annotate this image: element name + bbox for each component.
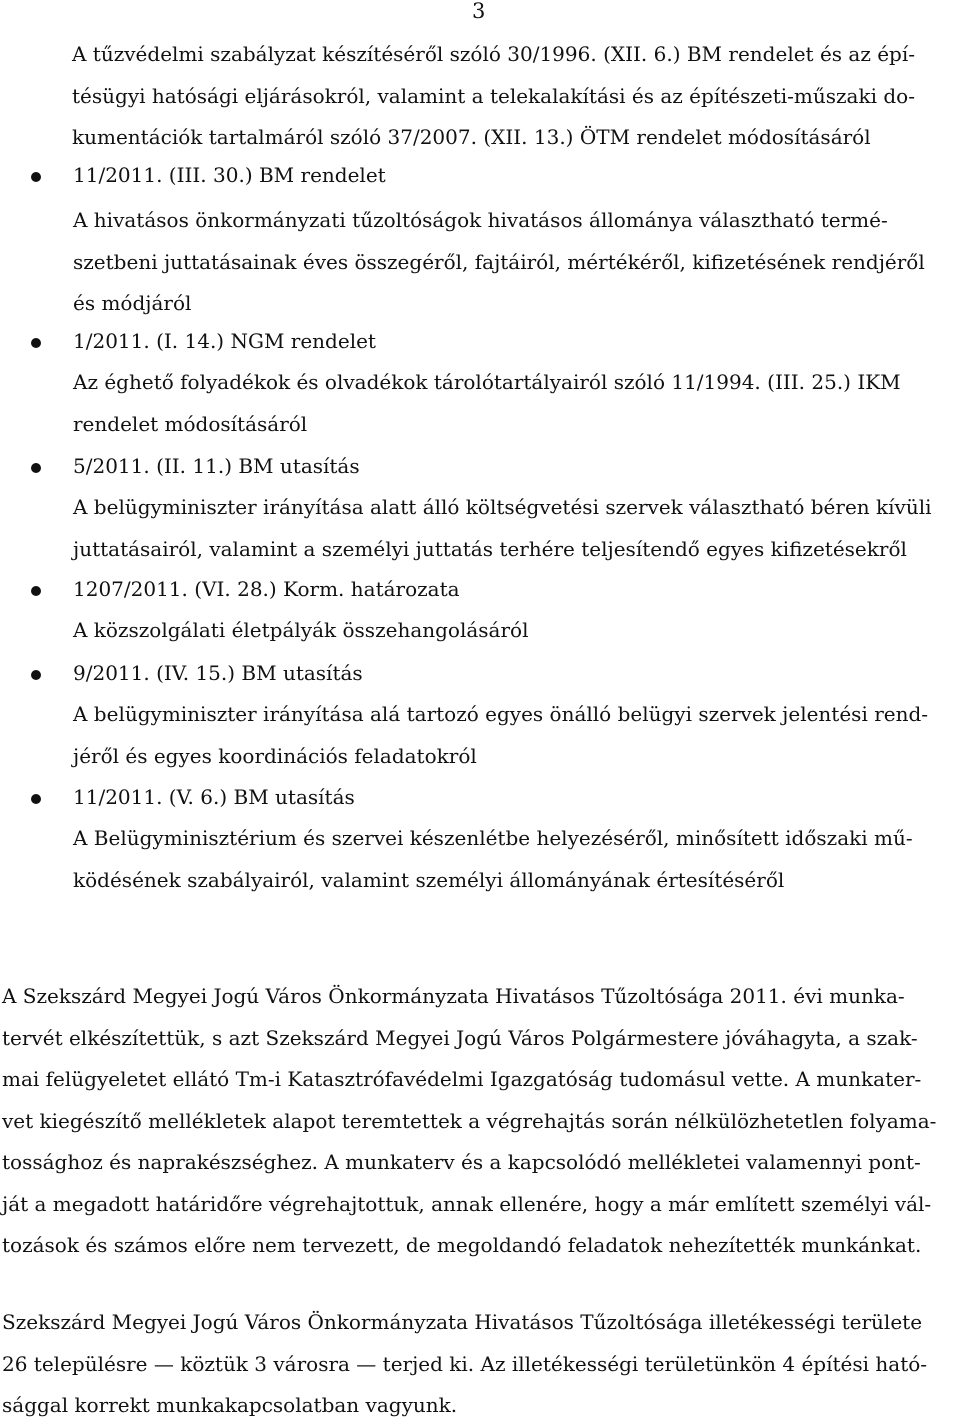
entry-heading: 9/2011. (IV. 15.) BM utasítás xyxy=(73,661,363,685)
bullet-icon xyxy=(31,670,41,680)
desc-line: szetbeni juttatásainak éves összegéről, fajtáiról, mértékéről, kifizetésének rendjéről xyxy=(73,249,925,274)
desc-line: ködésének szabályairól, valamint személyi állományának értesítéséről xyxy=(73,867,785,892)
desc-line: A hivatásos önkormányzati tűzoltóságok hivatásos állománya választható termé- xyxy=(73,208,888,232)
intro-line: kumentációk tartalmáról szóló 37/2007. (XII. 13.) ÖTM rendelet módosításáról xyxy=(72,125,871,149)
page-number: 3 xyxy=(472,0,486,23)
desc-line: A közszolgálati életpályák összehangolásáról xyxy=(73,618,529,642)
desc-line: juttatásairól, valamint a személyi juttatás terhére teljesítendő egyes kifizetésekről xyxy=(73,536,907,561)
entry-description xyxy=(73,694,953,777)
paragraph-line: sággal korrekt munkakapcsolatban vagyunk. xyxy=(2,1393,458,1417)
paragraph-line: mai felügyeletet ellátó Tm-i Katasztrófavédelmi Igazgatóság tudomásul vette. A munkater- xyxy=(2,1067,922,1091)
desc-line: rendelet módosításáról xyxy=(73,411,308,436)
desc-line: Az éghető folyadékok és olvadékok tárolótartályairól szóló 11/1994. (III. 25.) IKM xyxy=(73,370,901,394)
desc-line: A belügyminiszter irányítása alatt álló költségvetési szervek választható béren kívüli xyxy=(73,495,932,519)
paragraph-line: A Szekszárd Megyei Jogú Város Önkormányzata Hivatásos Tűzoltósága 2011. évi munka- xyxy=(2,984,905,1008)
body-paragraph xyxy=(2,1302,956,1427)
entry-heading: 11/2011. (V. 6.) BM utasítás xyxy=(73,785,355,809)
paragraph-line: Szekszárd Megyei Jogú Város Önkormányzata Hivatásos Tűzoltósága illetékességi területe xyxy=(2,1310,923,1334)
paragraph-line: tervét elkészítettük, s azt Szekszárd Megyei Jogú Város Polgármestere jóváhagyta, a szak- xyxy=(2,1025,918,1050)
entry-description xyxy=(73,362,953,445)
desc-line: jéről és egyes koordinációs feladatokról xyxy=(73,743,477,768)
entry-description xyxy=(73,818,953,901)
entry-description xyxy=(73,610,953,652)
paragraph-line: tossághoz és naprakészséghez. A munkaterv és a kapcsolódó mellékletei valamennyi pont- xyxy=(2,1150,921,1174)
paragraph-line: 26 településre — köztük 3 városra — terjed ki. Az illetékességi területünkön 4 építési ható- xyxy=(2,1351,928,1376)
entry-description xyxy=(73,200,953,325)
intro-text xyxy=(72,34,952,159)
desc-line: és módjáról xyxy=(73,291,192,315)
intro-line: tésügyi hatósági eljárásokról, valamint a telekalakítási és az építészeti-műszaki do- xyxy=(72,83,915,108)
body-paragraph xyxy=(2,976,956,1267)
bullet-icon xyxy=(31,338,41,348)
paragraph-line: ját a megadott határidőre végrehajtottuk, annak ellenére, hogy a már említett személyi vál- xyxy=(2,1191,932,1216)
intro-line: A tűzvédelmi szabályzat készítéséről szóló 30/1996. (XII. 6.) BM rendelet és az épí- xyxy=(72,42,916,66)
entry-heading: 1207/2011. (VI. 28.) Korm. határozata xyxy=(73,577,460,601)
bullet-icon xyxy=(31,172,41,182)
entry-heading: 1/2011. (I. 14.) NGM rendelet xyxy=(73,329,376,353)
entry-heading: 5/2011. (II. 11.) BM utasítás xyxy=(73,454,360,478)
paragraph-line: tozások és számos előre nem tervezett, de megoldandó feladatok nehezítették munkánkat. xyxy=(2,1233,922,1257)
bullet-icon xyxy=(31,586,41,596)
bullet-icon xyxy=(31,463,41,473)
entry-description xyxy=(73,487,953,570)
desc-line: A belügyminiszter irányítása alá tartozó egyes önálló belügyi szervek jelentési rend- xyxy=(73,702,929,726)
paragraph-line: vet kiegészítő mellékletek alapot teremtettek a végrehajtás során nélkülözhetetlen folyama- xyxy=(2,1108,937,1133)
entry-heading: 11/2011. (III. 30.) BM rendelet xyxy=(73,163,386,187)
desc-line: A Belügyminisztérium és szervei készenlétbe helyezéséről, minősített időszaki mű- xyxy=(73,826,913,850)
bullet-icon xyxy=(31,794,41,804)
